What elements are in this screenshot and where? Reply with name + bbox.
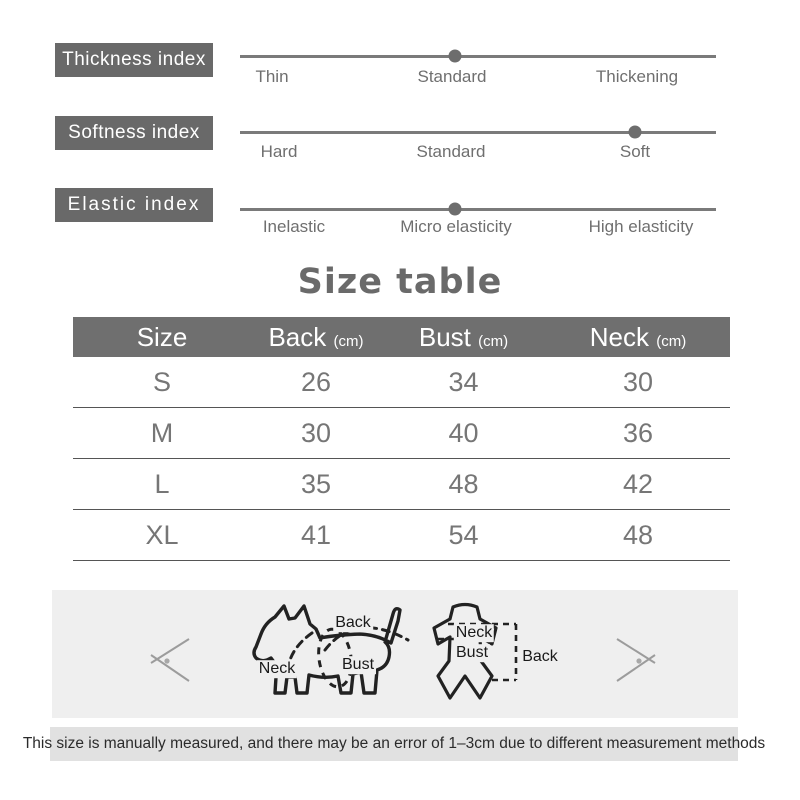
thickness-index-badge: Thickness index [55, 43, 213, 77]
elastic-index-badge: Elastic index [55, 188, 213, 222]
cell-size: M [150, 417, 174, 448]
chevron-left-icon [142, 630, 200, 688]
table-row-l [73, 459, 730, 510]
garment-bust-label: Bust [455, 644, 489, 662]
softness-index-line [240, 131, 716, 134]
unit-cm: (cm) [333, 332, 364, 350]
column-header-neck: Neck (cm) [589, 321, 687, 352]
cell-neck: 42 [622, 468, 654, 499]
unit-cm: (cm) [478, 332, 509, 350]
cell-size: XL [145, 519, 179, 550]
softness-option-hard: Hard [260, 142, 298, 161]
column-header-size: Size [136, 321, 188, 352]
dog-back-label: Back [335, 614, 371, 632]
column-header-back: Back (cm) [268, 321, 364, 352]
table-row-m [73, 408, 730, 459]
unit-cm: (cm) [656, 332, 687, 350]
cell-size: L [154, 468, 170, 499]
softness-index-dot [629, 126, 642, 139]
thickness-index-dot [449, 50, 462, 63]
thickness-index-line [240, 55, 716, 58]
cell-back: 26 [300, 366, 332, 397]
cell-neck: 30 [622, 366, 654, 397]
elastic-option-micro: Micro elasticity [400, 217, 512, 236]
thickness-option-standard: Standard [417, 67, 487, 86]
elastic-option-high: High elasticity [588, 217, 694, 236]
cell-bust: 54 [448, 519, 479, 550]
cell-size: S [152, 366, 171, 397]
dog-bust-label: Bust [341, 656, 375, 674]
cell-bust: 40 [448, 417, 479, 448]
cell-neck: 36 [622, 417, 654, 448]
cell-back: 30 [300, 417, 332, 448]
table-row-s [73, 357, 730, 408]
cell-bust: 34 [448, 366, 479, 397]
softness-option-soft: Soft [619, 142, 651, 161]
softness-option-standard: Standard [416, 142, 486, 161]
elastic-option-inelastic: Inelastic [262, 217, 326, 236]
size-table-title: Size table [297, 262, 503, 302]
size-table-header-row [73, 317, 730, 357]
thickness-option-thin: Thin [255, 67, 289, 86]
softness-index-badge: Softness index [55, 116, 213, 150]
table-row-xl [73, 510, 730, 561]
garment-back-label: Back [522, 648, 558, 666]
elastic-index-line [240, 208, 716, 211]
cell-back: 35 [300, 468, 332, 499]
size-table [73, 317, 730, 561]
dog-neck-label: Neck [258, 660, 296, 678]
column-header-bust: Bust (cm) [418, 321, 509, 352]
thickness-option-thickening: Thickening [595, 67, 679, 86]
chevron-right-icon [606, 630, 664, 688]
elastic-index-dot [449, 203, 462, 216]
measurement-disclaimer: This size is manually measured, and there may be an error of 1–3cm due to different measurement methods [50, 727, 738, 761]
cell-back: 41 [300, 519, 332, 550]
garment-neck-label: Neck [455, 624, 493, 642]
cell-bust: 48 [448, 468, 479, 499]
cell-neck: 48 [622, 519, 654, 550]
